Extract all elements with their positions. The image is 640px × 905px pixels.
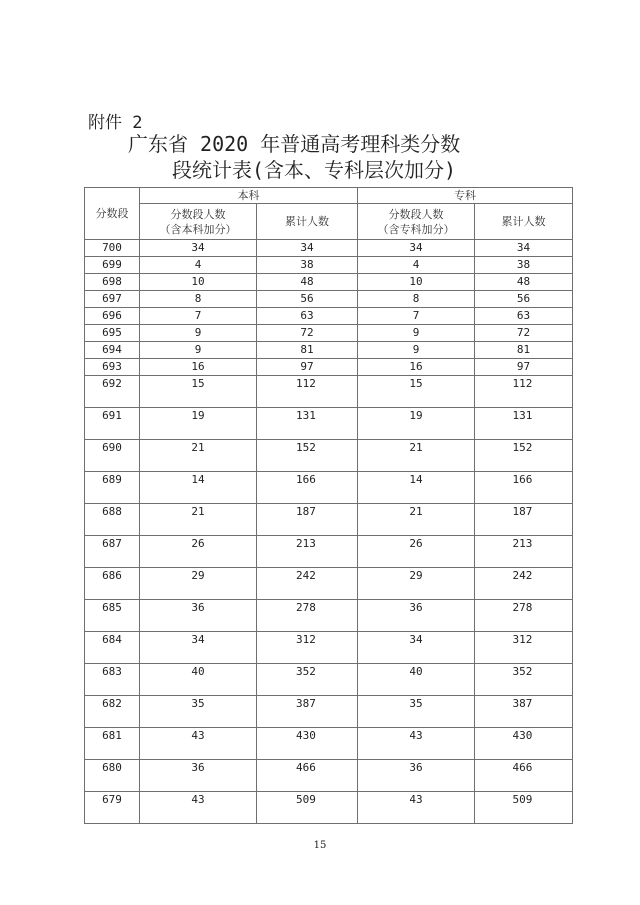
benke-cumulative-cell [257,632,358,664]
zhuanke-count-cell: 9 [358,325,475,342]
table-row [85,274,573,291]
benke-cumulative-cell [257,257,358,274]
benke-count-cell: 29 [140,568,257,600]
benke-count-cell: 14 [140,472,257,504]
score-cell: 687 [85,536,140,568]
zhuanke-count-cell: 34 [358,240,475,257]
benke-cumulative-cell-value: 38 [300,258,314,271]
score-cell: 688 [85,504,140,536]
zhuanke-count-cell: 14 [358,472,475,504]
score-cell: 684 [85,632,140,664]
zhuanke-cumulative-cell [475,308,573,325]
benke-cumulative-cell-value: 72 [300,326,314,339]
benke-cumulative-cell [257,308,358,325]
zhuanke-count-cell: 10 [358,274,475,291]
header-zhuanke-count [358,204,475,240]
zhuanke-cumulative-cell [475,760,573,792]
benke-cumulative-cell-value: 97 [300,360,314,373]
benke-count-cell: 35 [140,696,257,728]
zhuanke-cumulative-cell [475,240,573,257]
header-benke-count [140,204,257,240]
header-benke-count-line2: （含本科加分） [159,222,237,236]
zhuanke-cumulative-cell [475,728,573,760]
zhuanke-cumulative-cell [475,664,573,696]
zhuanke-cumulative-cell-value: 131 [512,409,533,422]
score-distribution-table [84,187,573,824]
zhuanke-cumulative-cell-value: 352 [512,665,533,678]
zhuanke-cumulative-cell [475,536,573,568]
benke-cumulative-cell-value: 166 [296,473,316,486]
benke-cumulative-cell-value: 213 [296,537,316,550]
zhuanke-cumulative-cell-value: 97 [516,360,531,373]
score-cell: 681 [85,728,140,760]
header-zhuanke-cumulative: 累计人数 [475,204,573,240]
score-cell: 683 [85,664,140,696]
zhuanke-count-cell: 16 [358,359,475,376]
zhuanke-cumulative-cell-value: 387 [512,697,533,710]
zhuanke-cumulative-cell [475,600,573,632]
zhuanke-cumulative-cell-value: 312 [512,633,533,646]
score-cell: 698 [85,274,140,291]
score-cell: 696 [85,308,140,325]
benke-count-cell: 36 [140,760,257,792]
table-body [85,240,573,824]
benke-cumulative-cell [257,440,358,472]
table-row [85,568,573,600]
zhuanke-cumulative-cell [475,342,573,359]
title-line-2: 段统计表(含本、专科层次加分) [172,158,457,182]
zhuanke-cumulative-cell [475,568,573,600]
benke-cumulative-cell-value: 278 [296,601,316,614]
benke-count-cell: 9 [140,342,257,359]
zhuanke-count-cell: 4 [358,257,475,274]
score-cell: 682 [85,696,140,728]
zhuanke-cumulative-cell [475,792,573,824]
table-row [85,342,573,359]
benke-cumulative-cell-value: 387 [296,697,316,710]
table-row [85,600,573,632]
benke-count-cell: 43 [140,792,257,824]
header-benke: 本科 [140,188,358,204]
score-cell: 691 [85,408,140,440]
score-cell: 685 [85,600,140,632]
header-benke-count-line1: 分数段人数 [170,207,226,221]
zhuanke-cumulative-cell-value: 38 [516,258,531,271]
zhuanke-cumulative-cell-value: 278 [512,601,533,614]
attachment-label: 附件 2 [88,113,143,133]
benke-cumulative-cell [257,728,358,760]
benke-cumulative-cell-value: 112 [296,377,316,390]
benke-cumulative-cell [257,359,358,376]
benke-count-cell: 36 [140,600,257,632]
benke-cumulative-cell-value: 48 [300,275,314,288]
benke-cumulative-cell [257,792,358,824]
benke-count-cell: 43 [140,728,257,760]
table-row [85,536,573,568]
score-cell: 690 [85,440,140,472]
score-cell: 694 [85,342,140,359]
benke-cumulative-cell-value: 152 [296,441,316,454]
zhuanke-cumulative-cell [475,257,573,274]
benke-cumulative-cell [257,536,358,568]
benke-cumulative-cell [257,568,358,600]
zhuanke-count-cell: 29 [358,568,475,600]
benke-count-cell: 16 [140,359,257,376]
score-cell: 679 [85,792,140,824]
table-row [85,308,573,325]
header-zhuanke: 专科 [358,188,573,204]
table-row [85,240,573,257]
benke-cumulative-cell [257,472,358,504]
benke-cumulative-cell [257,664,358,696]
zhuanke-cumulative-cell [475,376,573,408]
benke-cumulative-cell-value: 187 [296,505,316,518]
zhuanke-count-cell: 26 [358,536,475,568]
benke-count-cell: 7 [140,308,257,325]
table-row [85,632,573,664]
zhuanke-count-cell: 7 [358,308,475,325]
benke-cumulative-cell [257,240,358,257]
zhuanke-count-cell: 15 [358,376,475,408]
zhuanke-count-cell: 43 [358,792,475,824]
zhuanke-count-cell: 35 [358,696,475,728]
table-row [85,696,573,728]
zhuanke-cumulative-cell-value: 63 [516,309,531,322]
zhuanke-cumulative-cell-value: 466 [512,761,533,774]
benke-cumulative-cell [257,408,358,440]
benke-cumulative-cell [257,376,358,408]
benke-count-cell: 9 [140,325,257,342]
benke-count-cell: 34 [140,240,257,257]
title-line-1: 广东省 2020 年普通高考理科类分数 [128,132,461,156]
score-cell: 689 [85,472,140,504]
zhuanke-cumulative-cell [475,696,573,728]
table-row [85,760,573,792]
zhuanke-cumulative-cell-value: 152 [512,441,533,454]
benke-cumulative-cell [257,696,358,728]
header-zhuanke-count-line1: 分数段人数 [388,207,444,221]
benke-cumulative-cell [257,325,358,342]
benke-count-cell: 10 [140,274,257,291]
benke-cumulative-cell-value: 131 [296,409,316,422]
header-benke-cumulative: 累计人数 [257,204,358,240]
zhuanke-cumulative-cell-value: 48 [516,275,531,288]
zhuanke-cumulative-cell-value: 509 [512,793,533,806]
table-row [85,408,573,440]
zhuanke-cumulative-cell [475,291,573,308]
benke-cumulative-cell-value: 56 [300,292,314,305]
benke-cumulative-cell-value: 352 [296,665,316,678]
header-zhuanke-count-line2: （含专科加分） [377,222,455,236]
zhuanke-cumulative-cell-value: 56 [516,292,531,305]
zhuanke-cumulative-cell [475,504,573,536]
zhuanke-count-cell: 40 [358,664,475,696]
table-row [85,376,573,408]
zhuanke-cumulative-cell-value: 72 [516,326,531,339]
benke-count-cell: 8 [140,291,257,308]
zhuanke-cumulative-cell [475,632,573,664]
zhuanke-cumulative-cell-value: 242 [512,569,533,582]
benke-cumulative-cell [257,342,358,359]
benke-cumulative-cell-value: 466 [296,761,316,774]
zhuanke-cumulative-cell-value: 166 [512,473,533,486]
zhuanke-count-cell: 21 [358,504,475,536]
zhuanke-cumulative-cell-value: 112 [512,377,533,390]
header-score: 分数段 [85,188,140,240]
benke-count-cell: 4 [140,257,257,274]
zhuanke-cumulative-cell-value: 187 [512,505,533,518]
zhuanke-count-cell: 9 [358,342,475,359]
table-row [85,325,573,342]
benke-cumulative-cell-value: 63 [300,309,314,322]
score-cell: 697 [85,291,140,308]
benke-cumulative-cell-value: 242 [296,569,316,582]
zhuanke-cumulative-cell-value: 213 [512,537,533,550]
table-row [85,291,573,308]
score-cell: 680 [85,760,140,792]
benke-cumulative-cell [257,760,358,792]
benke-cumulative-cell [257,504,358,536]
zhuanke-cumulative-cell-value: 430 [512,729,533,742]
score-cell: 699 [85,257,140,274]
table-row [85,664,573,696]
benke-count-cell: 15 [140,376,257,408]
score-cell: 693 [85,359,140,376]
benke-cumulative-cell-value: 81 [300,343,314,356]
table-row [85,440,573,472]
score-cell: 695 [85,325,140,342]
zhuanke-cumulative-cell-value: 81 [516,343,531,356]
benke-cumulative-cell-value: 34 [300,241,314,254]
zhuanke-cumulative-cell [475,472,573,504]
zhuanke-count-cell: 34 [358,632,475,664]
benke-cumulative-cell [257,291,358,308]
table-row [85,472,573,504]
zhuanke-count-cell: 43 [358,728,475,760]
benke-cumulative-cell [257,600,358,632]
zhuanke-cumulative-cell [475,408,573,440]
zhuanke-count-cell: 36 [358,760,475,792]
benke-count-cell: 19 [140,408,257,440]
table-row [85,257,573,274]
zhuanke-cumulative-cell [475,440,573,472]
zhuanke-cumulative-cell [475,325,573,342]
zhuanke-cumulative-cell [475,359,573,376]
table-row [85,504,573,536]
table-row [85,792,573,824]
benke-cumulative-cell [257,274,358,291]
zhuanke-cumulative-cell-value: 34 [516,241,531,254]
benke-cumulative-cell-value: 430 [296,729,316,742]
zhuanke-count-cell: 36 [358,600,475,632]
benke-count-cell: 21 [140,504,257,536]
page-number: 15 [313,840,327,851]
table-row [85,359,573,376]
benke-cumulative-cell-value: 312 [296,633,316,646]
zhuanke-cumulative-cell [475,274,573,291]
benke-count-cell: 21 [140,440,257,472]
zhuanke-count-cell: 19 [358,408,475,440]
table-row [85,728,573,760]
benke-count-cell: 40 [140,664,257,696]
zhuanke-count-cell: 8 [358,291,475,308]
benke-count-cell: 26 [140,536,257,568]
zhuanke-count-cell: 21 [358,440,475,472]
benke-cumulative-cell-value: 509 [296,793,316,806]
score-cell: 686 [85,568,140,600]
score-cell: 692 [85,376,140,408]
score-cell: 700 [85,240,140,257]
page-title [128,131,558,183]
benke-count-cell: 34 [140,632,257,664]
